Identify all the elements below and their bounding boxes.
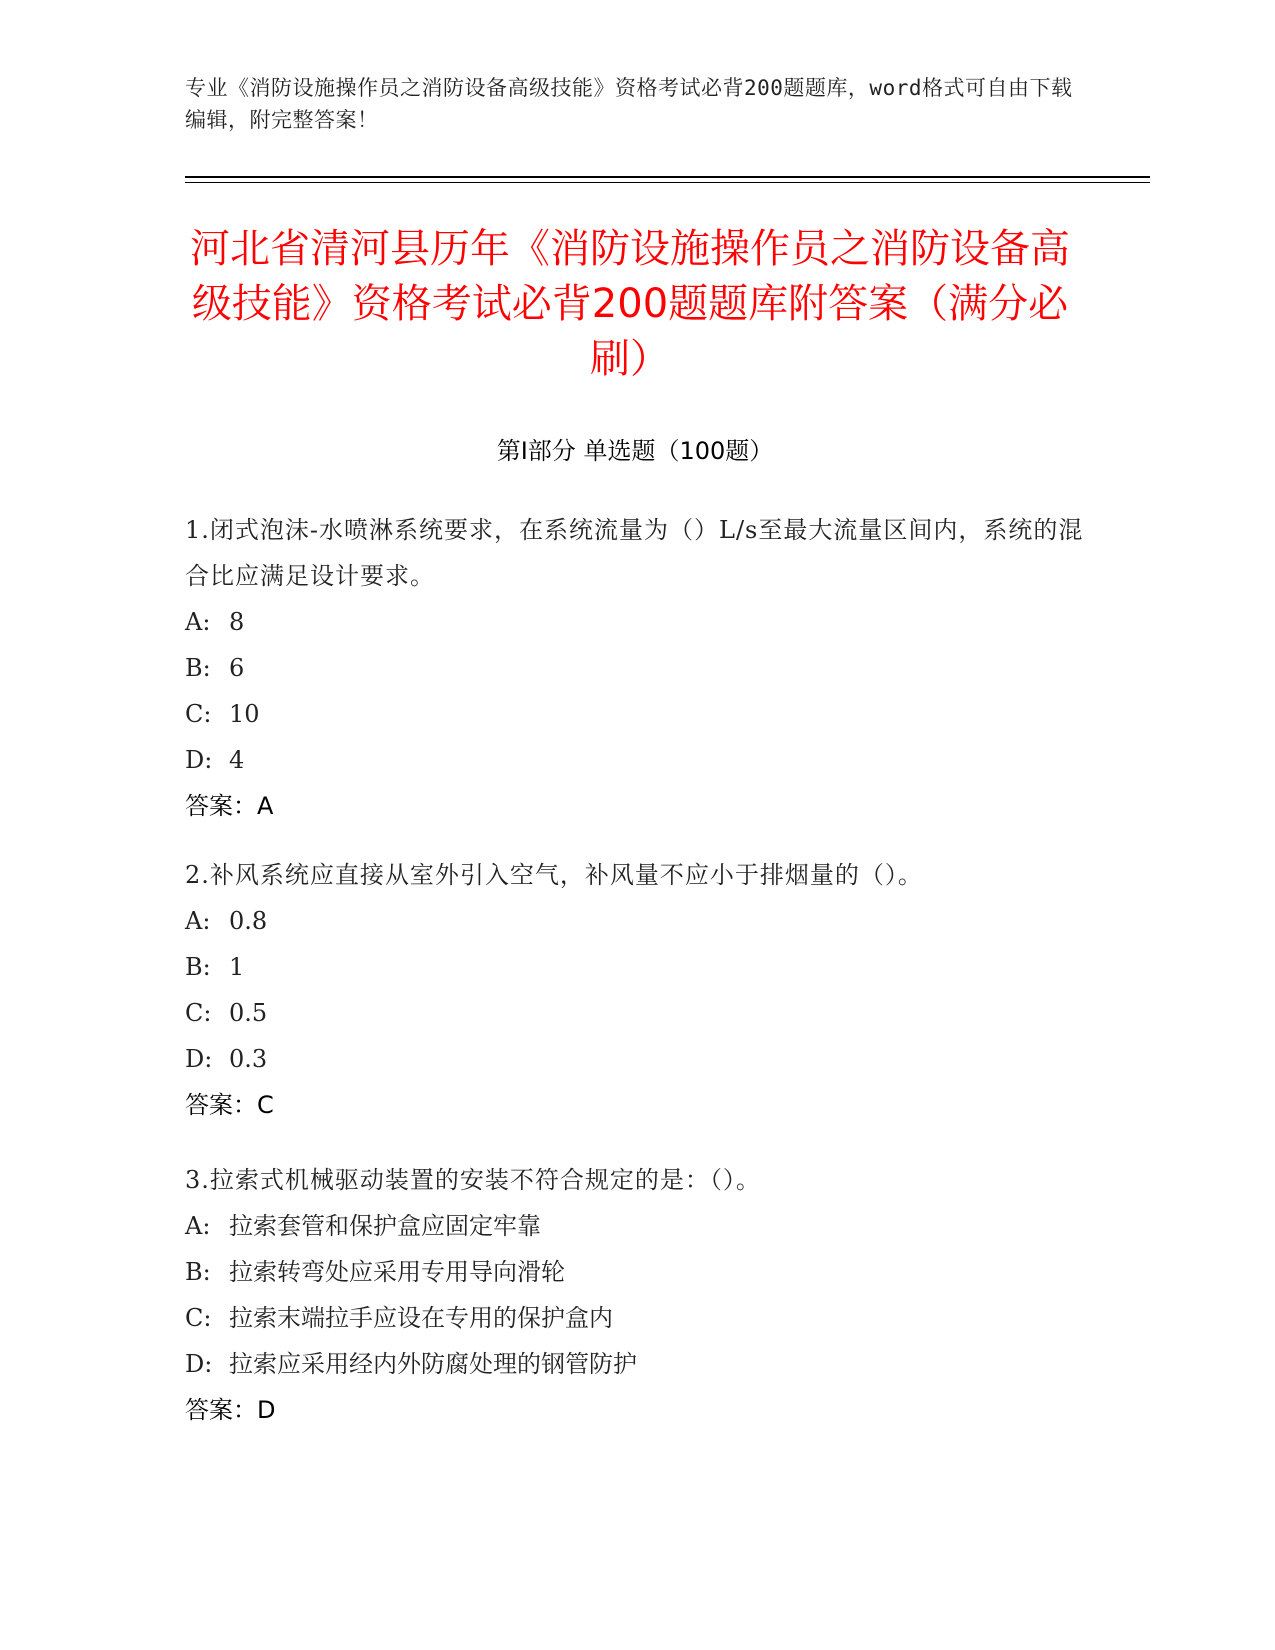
answer-line: 答案：D: [185, 1396, 276, 1424]
option-letter: D:: [185, 1350, 213, 1378]
answer-line: 答案：A: [185, 792, 274, 820]
option-letter: D:: [185, 746, 213, 774]
document-title: 河北省清河县历年《消防设施操作员之消防设备高级技能》资格考试必背200题题库附答案（满分必刷）: [190, 226, 1070, 382]
option-c: [185, 691, 1085, 737]
question-2: [185, 852, 1085, 1128]
option-letter: C:: [185, 1304, 212, 1332]
option-value: 0.5: [229, 999, 268, 1027]
option-letter: B:: [185, 654, 211, 682]
option-b: [185, 645, 1085, 691]
question-text: 3.拉索式机械驱动装置的安装不符合规定的是：（）。: [185, 1166, 761, 1194]
option-letter: D:: [185, 1045, 213, 1073]
option-c: [185, 990, 1085, 1036]
option-value: 8: [229, 608, 245, 636]
option-letter: B:: [185, 1258, 211, 1286]
option-value: 10: [229, 700, 260, 728]
option-letter: A:: [185, 608, 211, 636]
option-letter: C:: [185, 999, 212, 1027]
option-c: [185, 1295, 1085, 1341]
option-value: 拉索转弯处应采用专用导向滑轮: [229, 1258, 565, 1286]
option-d: [185, 1341, 1085, 1387]
option-a: [185, 1203, 1085, 1249]
question-1: [185, 507, 1085, 829]
option-letter: B:: [185, 953, 211, 981]
option-letter: C:: [185, 700, 212, 728]
option-value: 拉索末端拉手应设在专用的保护盒内: [229, 1304, 613, 1332]
option-letter: A:: [185, 1212, 211, 1240]
option-value: 6: [229, 654, 245, 682]
answer-line: 答案：C: [185, 1091, 274, 1119]
option-value: 1: [229, 953, 245, 981]
header-note: 专业《消防设施操作员之消防设备高级技能》资格考试必背200题题库，word格式可自由下载编辑，附完整答案！: [185, 76, 1073, 132]
question-3: [185, 1157, 1085, 1433]
option-value: 拉索套管和保护盒应固定牢靠: [229, 1212, 541, 1240]
option-value: 拉索应采用经内外防腐处理的钢管防护: [229, 1350, 637, 1378]
option-d: [185, 737, 1085, 783]
option-letter: A:: [185, 907, 211, 935]
option-value: 0.3: [229, 1045, 268, 1073]
option-a: [185, 898, 1085, 944]
option-a: [185, 599, 1085, 645]
header-divider-thick: [185, 176, 1150, 178]
option-value: 4: [229, 746, 245, 774]
option-b: [185, 944, 1085, 990]
option-b: [185, 1249, 1085, 1295]
question-text: 1.闭式泡沫-水喷淋系统要求，在系统流量为（）L/s至最大流量区间内，系统的混合比应满足设计要求。: [185, 516, 1084, 590]
section-title: 第Ⅰ部分 单选题（100题）: [496, 437, 774, 465]
option-d: [185, 1036, 1085, 1082]
option-value: 0.8: [229, 907, 268, 935]
header-divider-thin: [185, 182, 1150, 183]
question-text: 2.补风系统应直接从室外引入空气，补风量不应小于排烟量的（）。: [185, 861, 923, 889]
